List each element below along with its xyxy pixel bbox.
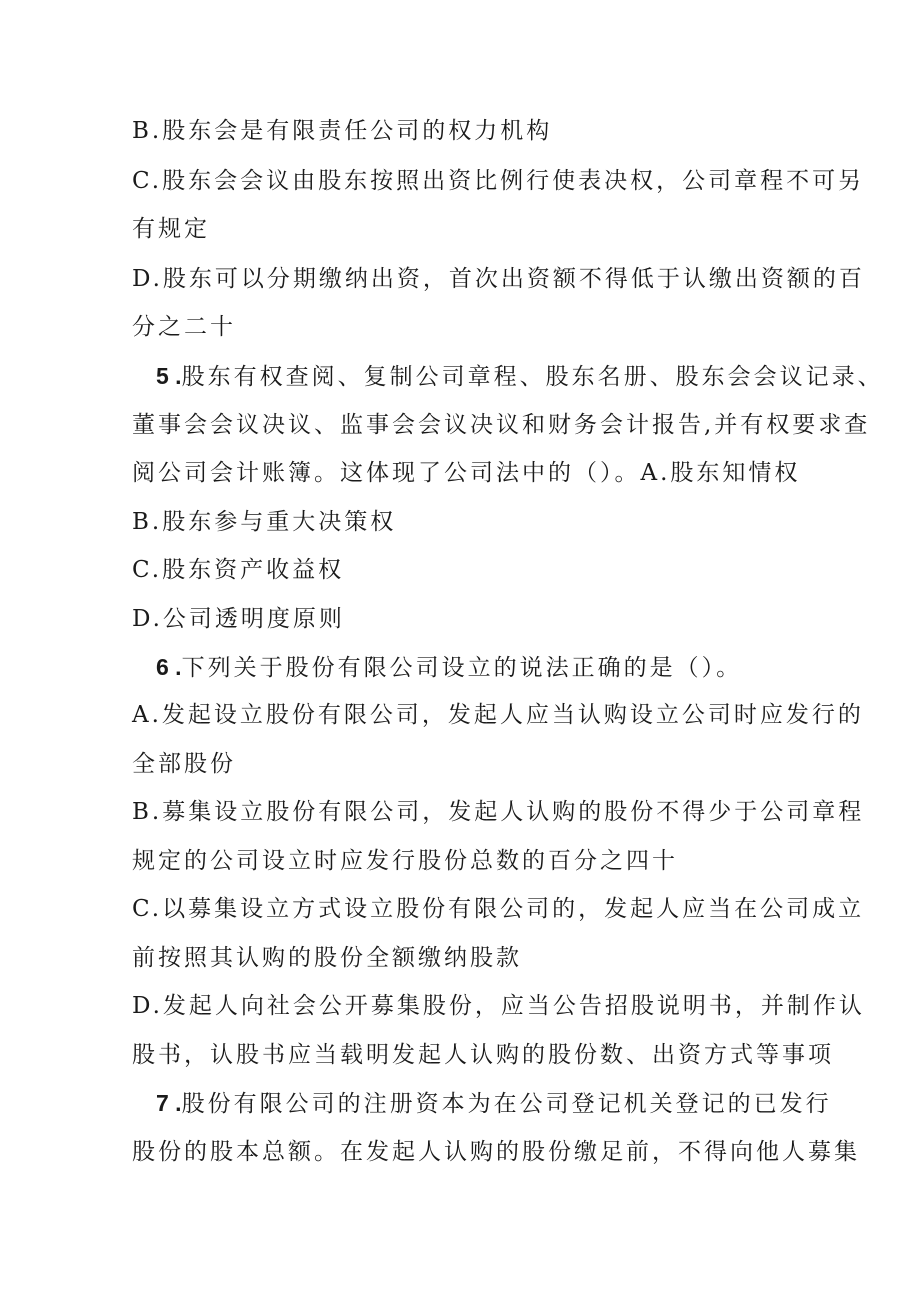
- question-text: 股东有权查阅、复制公司章程、股东名册、股东会会议记录、: [181, 364, 884, 390]
- question-text: 下列关于股份有限公司设立的说法正确的是（）。: [181, 655, 743, 681]
- option-line: C.以募集设立方式设立股份有限公司的，发起人应当在公司成立: [132, 896, 865, 922]
- option-line: A.发起设立股份有限公司，发起人应当认购设立公司时应发行的: [132, 702, 864, 728]
- option-line: B.募集设立股份有限公司，发起人认购的股份不得少于公司章程: [132, 799, 865, 825]
- option-line: C.股东资产收益权: [132, 557, 345, 583]
- option-line-continuation: 股书，认股书应当载明发起人认购的股份数、出资方式等事项: [132, 1042, 834, 1068]
- option-line: B.股东参与重大决策权: [132, 509, 397, 535]
- question-line-continuation: 阅公司会计账簿。这体现了公司法中的（）。A.股东知情权: [132, 460, 801, 486]
- option-line-continuation: 有规定: [132, 216, 210, 242]
- question-text: 股份有限公司的注册资本为在公司登记机关登记的已发行: [181, 1091, 832, 1117]
- option-line-continuation: 前按照其认购的股份全额缴纳股款: [132, 945, 522, 971]
- option-line: D.公司透明度原则: [132, 606, 345, 632]
- option-line-continuation: 规定的公司设立时应发行股份总数的百分之四十: [132, 848, 678, 874]
- question-6: [156, 652, 742, 683]
- question-number: 6: [156, 654, 169, 680]
- option-line: B.股东会是有限责任公司的权力机构: [132, 118, 553, 144]
- question-number: 5: [156, 363, 169, 389]
- question-separator: .: [168, 654, 182, 680]
- question-number: 7: [156, 1090, 169, 1116]
- option-line: D.股东可以分期缴纳出资，首次出资额不得低于认缴出资额的百: [132, 266, 865, 292]
- question-line-continuation: 董事会会议决议、监事会会议决议和财务会计报告,并有权要求查: [132, 412, 871, 438]
- question-7: [156, 1088, 832, 1119]
- question-line-continuation: 股份的股本总额。在发起人认购的股份缴足前，不得向他人募集: [132, 1139, 860, 1165]
- question-separator: .: [168, 1090, 182, 1116]
- question-separator: .: [168, 363, 182, 389]
- option-line-continuation: 全部股份: [132, 751, 236, 777]
- option-line: D.发起人向社会公开募集股份，应当公告招股说明书，并制作认: [132, 993, 865, 1019]
- option-line-continuation: 分之二十: [132, 314, 236, 340]
- question-5: [156, 361, 884, 392]
- option-line: C.股东会会议由股东按照出资比例行使表决权，公司章程不可另: [132, 168, 865, 194]
